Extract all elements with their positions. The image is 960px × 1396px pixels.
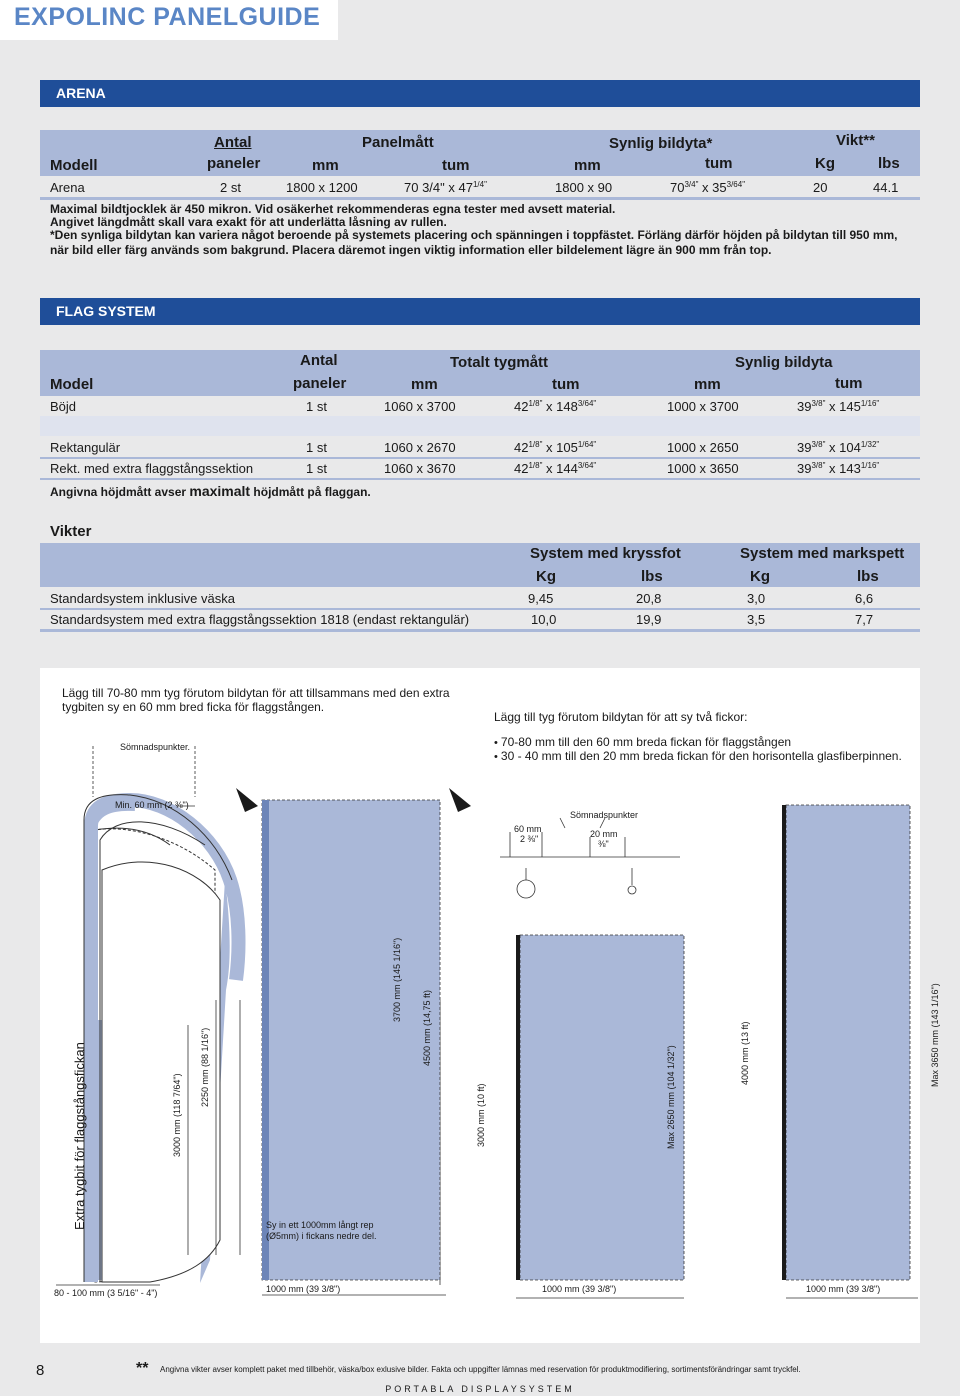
vikter-row-2-lbs2: 7,7 (855, 612, 874, 627)
arrow-icon-right (449, 788, 471, 812)
flag-title: FLAG SYSTEM (56, 303, 156, 319)
flag-row-2-mm1: 1060 x 2670 (384, 440, 456, 455)
bent-flag (84, 795, 238, 1283)
arena-head-kg: Kg (815, 155, 835, 172)
flag-height-note: Angivna höjdmått avser maximalt höjdmått på flaggan. (50, 483, 371, 499)
flag-row-3-mm1: 1060 x 3670 (384, 461, 456, 476)
dim-3000-rect: 3000 mm (10 ft) (476, 1083, 486, 1147)
arena-head-modell: Modell (50, 157, 98, 174)
pocket-60-label: 60 mm (514, 824, 542, 834)
flag-row-3-model: Rekt. med extra flaggstångssektion (50, 461, 254, 476)
vikter-head-lbs1: lbs (641, 568, 663, 585)
arena-note-2: Angivet längdmått skall vara exakt för att underlätta låsning av rullen. (50, 215, 447, 229)
vikter-head-kg2: Kg (750, 568, 770, 585)
pocket-20-inch: ⅜" (598, 839, 609, 849)
flag-row-1-mm1: 1060 x 3700 (384, 399, 456, 414)
vikter-head-markspett: System med markspett (740, 545, 905, 562)
pocket-20-label: 20 mm (590, 829, 618, 839)
flag-head-paneler: paneler (293, 375, 347, 392)
dim-3000-bent: 3000 mm (118 7/64") (172, 1073, 182, 1157)
dim-4500: 4500 mm (14,75 ft) (422, 989, 432, 1066)
flag-row-1-tum1: $42^{1/8"}$ x $148^{3/64"}$ (514, 399, 597, 414)
dim-3700: 3700 mm (145 1/16") (392, 937, 402, 1022)
flag-row-2-model: Rektangulär (50, 440, 121, 455)
stitch-label-left: Sömnadspunkter. (120, 742, 191, 752)
vikter-row-2-label: Standardsystem med extra flaggstångssektion 1818 (endast rektangulär) (50, 612, 470, 627)
arena-head-tum2: tum (705, 155, 733, 172)
dim-2250: 2250 mm (88 1/16") (200, 1027, 210, 1107)
diagram-left-text: Lägg till 70-80 mm tyg förutom bildytan för att tillsammans med den extra tygbiten sy en 60 mm bred ficka för flaggstången. (62, 686, 450, 714)
page-number: 8 (36, 1362, 45, 1379)
arena-note-4: när bild eller färg används som bakgrund. Placera däremot ingen viktig information eller bildelement lägre än 900 mm från top. (50, 243, 772, 257)
footnote-text: Angivna vikter avser komplett paket med tillbehör, väska/box exlusive bilder. Fakta och uppgifter lämnas med reservation för produktmodifiering, sortimentsförändringar samt tryckfel. (160, 1365, 801, 1374)
dim-4000: 4000 mm (13 ft) (740, 1021, 750, 1085)
width-bent: 80 - 100 mm (3 5/16" - 4") (54, 1288, 158, 1298)
arena-mm1: 1800 x 1200 (286, 180, 358, 195)
arena-antal: 2 st (220, 180, 241, 195)
arena-head-lbs: lbs (878, 155, 900, 172)
flag-head-mm1: mm (411, 376, 438, 393)
arena-tum2: $70^{3/4"}$ x $35^{3/64"}$ (670, 180, 746, 195)
arrow-icon-left (236, 788, 258, 812)
extra-fabric-label: Extra tygbit för flaggstångsfickan (72, 1042, 87, 1230)
flag-row-2-tum2: $39^{3/8"}$ x $104^{1/32"}$ (797, 440, 880, 455)
rect-flag-1 (262, 800, 440, 1280)
flag-row-2-tum1: $42^{1/8"}$ x $105^{1/64"}$ (514, 440, 597, 455)
flag-head-synlig: Synlig bildyta (735, 354, 833, 371)
width-flag-3: 1000 mm (39 3/8") (806, 1284, 881, 1294)
rect-flag-2 (516, 935, 684, 1280)
arena-head-synlig: Synlig bildyta* (609, 135, 713, 152)
stitch-label-right: Sömnadspunkter (570, 810, 639, 820)
flag-row-3-antal: 1 st (306, 461, 327, 476)
vikter-row-1-lbs2: 6,6 (855, 591, 874, 606)
dim-2650: Max 2650 mm (104 1/32") (666, 1045, 676, 1149)
flag-head-totalt: Totalt tygmått (450, 354, 549, 371)
vikter-row-2-kg1: 10,0 (531, 612, 557, 627)
vikter-row-2-kg2: 3,5 (747, 612, 766, 627)
arena-head-antal: Antal (214, 134, 252, 151)
flag-head-mm2: mm (694, 376, 721, 393)
vikter-head-lbs2: lbs (857, 568, 879, 585)
arena-note-3: *Den synliga bildytan kan variera något beroende på systemets placering och spänningen i toppfästet. Förläng därför höjden på bildytan till 950 mm, (50, 228, 898, 242)
arena-head-mm1: mm (312, 157, 339, 174)
footnote-mark: ** (136, 1360, 149, 1377)
width-flag-2: 1000 mm (39 3/8") (542, 1284, 617, 1294)
arena-kg: 20 (813, 180, 828, 195)
arena-note-1: Maximal bildtjocklek är 450 mikron. Vid osäkerhet rekommenderas egna tester med avsett material. (50, 202, 616, 216)
min-60-label: Min. 60 mm (2 ⅜") (115, 800, 189, 810)
vikter-row-2-lbs1: 19,9 (636, 612, 662, 627)
flag-row-1-model: Böjd (50, 399, 77, 414)
flag-row-3-tum1: $42^{1/8"}$ x $144^{3/64"}$ (514, 461, 597, 476)
diagram-bullet-2: • 30 - 40 mm till den 20 mm breda fickan för den horisontella glasfiberpinnen. (494, 749, 902, 763)
vikter-row-1-lbs1: 20,8 (636, 591, 662, 606)
arena-title: ARENA (56, 85, 106, 101)
flag-row-1-tum2: $39^{3/8"}$ x $145^{1/16"}$ (797, 399, 880, 414)
vikter-title: Vikter (50, 523, 92, 540)
arena-head-tum1: tum (442, 157, 470, 174)
width-flag-1: 1000 mm (39 3/8") (266, 1284, 341, 1294)
vikter-head-kg1: Kg (536, 568, 556, 585)
arena-modell: Arena (50, 180, 85, 195)
vikter-row-1-kg1: 9,45 (528, 591, 554, 606)
arena-tum1: 70 3/4" x $47^{1/4"}$ (404, 180, 487, 195)
flag-head-model: Model (50, 376, 94, 393)
diagram-right-intro: Lägg till tyg förutom bildytan för att sy två fickor: (494, 710, 748, 724)
rope-note: Sy in ett 1000mm långt rep (Ø5mm) i fickans nedre del. (266, 1220, 377, 1241)
arena-head-paneler: paneler (207, 155, 261, 172)
flag-row-1-antal: 1 st (306, 399, 327, 414)
flag-row-2-antal: 1 st (306, 440, 327, 455)
pocket-60-inch: 2 ⅜" (520, 834, 539, 844)
rect-flag-3 (782, 805, 910, 1280)
arena-head-vikt: Vikt** (836, 132, 875, 149)
vikter-row-1-kg2: 3,0 (747, 591, 766, 606)
arena-lbs: 44.1 (873, 180, 899, 195)
arena-head-panelmatt: Panelmått (362, 134, 434, 151)
arena-head-mm2: mm (574, 157, 601, 174)
vikter-head-kryssfot: System med kryssfot (530, 545, 681, 562)
flag-row-1-mm2: 1000 x 3700 (667, 399, 739, 414)
flag-row-3-tum2: $39^{3/8"}$ x $143^{1/16"}$ (797, 461, 880, 476)
flag-head-antal: Antal (300, 352, 338, 369)
flag-head-tum1: tum (552, 376, 580, 393)
flag-head-tum2: tum (835, 375, 863, 392)
vikter-row-1-label: Standardsystem inklusive väska (50, 591, 235, 606)
diagram-bullet-1: • 70-80 mm till den 60 mm breda fickan för flaggstången (494, 735, 792, 749)
flag-row-2-mm2: 1000 x 2650 (667, 440, 739, 455)
flag-row-3-mm2: 1000 x 3650 (667, 461, 739, 476)
arena-mm2: 1800 x 90 (555, 180, 613, 195)
footer-system: PORTABLA DISPLAYSYSTEM (385, 1384, 575, 1394)
dim-3650: Max 3650 mm (143 1/16") (930, 983, 940, 1087)
brand-title: EXPOLINC PANELGUIDE (14, 3, 321, 31)
